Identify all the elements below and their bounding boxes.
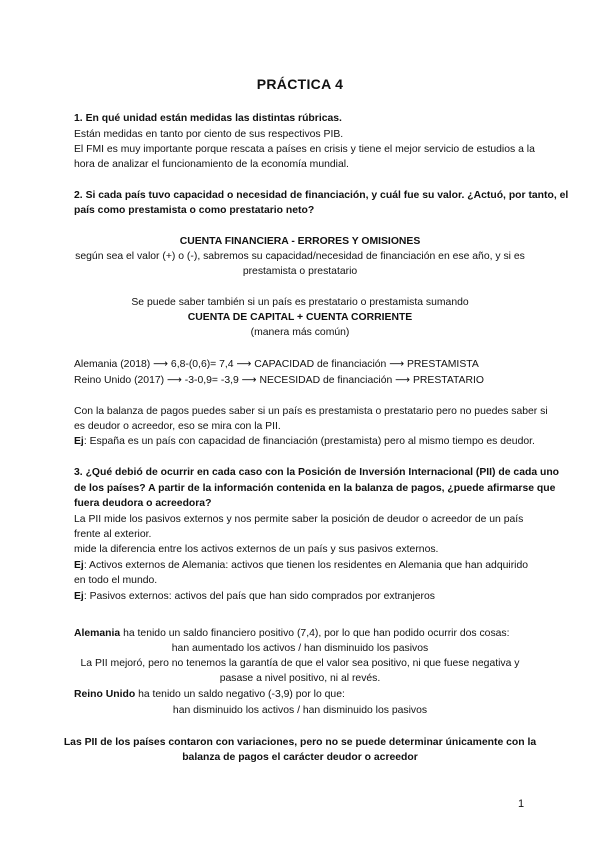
alemania-text: ha tenido un saldo financiero positivo (7,4), por lo que han podido ocurrir dos cosas: xyxy=(120,628,510,639)
centered-line: han aumentado los activos / han disminuido los pasivos xyxy=(171,643,429,654)
question-3-number: 3. xyxy=(74,467,83,478)
example-line xyxy=(74,590,435,603)
answer-1-line: El FMI es muy importante porque rescata a países en crisis y tiene el mejor servicio de estudios a la xyxy=(74,144,535,155)
centered-line: La PII mejoró, pero no tenemos la garantía de que el valor sea positivo, ni que fuese negativa y xyxy=(80,658,520,669)
answer-1-line: Están medidas en tanto por ciento de sus respectivos PIB. xyxy=(74,129,344,140)
heading-cuenta-financiera: CUENTA FINANCIERA - ERRORES Y OMISIONES xyxy=(179,236,421,247)
question-3-line: de los países? A partir de la información contenida en la balanza de pagos, ¿puede afirmarse que xyxy=(74,483,556,494)
example-line-cont: en todo el mundo. xyxy=(74,575,158,586)
question-2-line: país como prestamista o como prestatario neto? xyxy=(74,205,315,216)
paragraph-line: Con la balanza de pagos puedes saber si un país es prestamista o prestatario pero no puedes saber si xyxy=(74,406,548,417)
calc-reino-unido: Reino Unido (2017) ⟶ -3-0,9= -3,9 ⟶ NECESIDAD de financiación ⟶ PRESTATARIO xyxy=(74,375,484,386)
page-title: PRÁCTICA 4 xyxy=(256,76,344,92)
example-line xyxy=(74,435,535,448)
question-2 xyxy=(74,189,568,202)
alemania-label: Alemania xyxy=(74,628,121,639)
paragraph-line: es deudor o acreedor, eso se mira con la PII. xyxy=(74,421,281,432)
answer-1-line: hora de analizar el funcionamiento de la economía mundial. xyxy=(74,159,349,170)
centered-line: según sea el valor (+) o (-), sabremos su capacidad/necesidad de financiación en ese año, y si es xyxy=(75,251,525,262)
answer-3-line: La PII mide los pasivos externos y nos permite saber la posición de deudor o acreedor de un país xyxy=(74,514,524,525)
centered-line: Se puede saber también si un país es prestatario o prestamista sumando xyxy=(131,297,469,308)
question-2-number: 2. xyxy=(74,190,83,201)
question-3-line: fuera deudora o acreedora? xyxy=(74,498,212,509)
centered-line: pasase a nivel positivo, ni al revés. xyxy=(219,673,381,684)
answer-3-line: frente al exterior. xyxy=(74,529,152,540)
reino-unido-line xyxy=(74,688,345,701)
question-3-text: ¿Qué debió de ocurrir en cada caso con la Posición de Inversión Internacional (PII) de cada uno xyxy=(85,467,560,478)
example-label: Ej xyxy=(74,560,84,571)
example-label: Ej xyxy=(74,436,84,447)
example-text: : Activos externos de Alemania: activos que tienen los residentes en Alemania que han adquirido xyxy=(83,560,529,571)
calc-alemania: Alemania (2018) ⟶ 6,8-(0,6)= 7,4 ⟶ CAPACIDAD de financiación ⟶ PRESTAMISTA xyxy=(74,359,479,370)
answer-3-line: mide la diferencia entre los activos externos de un país y sus pasivos externos. xyxy=(74,544,439,555)
question-3 xyxy=(74,466,559,479)
example-line xyxy=(74,559,528,572)
centered-line: (manera más común) xyxy=(250,327,350,338)
conclusion-line: Las PII de los países contaron con variaciones, pero no se puede determinar únicamente con la xyxy=(63,737,537,748)
centered-line: prestamista o prestatario xyxy=(242,266,358,277)
question-1 xyxy=(74,112,342,125)
alemania-line xyxy=(74,627,510,640)
heading-cuenta-capital: CUENTA DE CAPITAL + CUENTA CORRIENTE xyxy=(187,312,413,323)
example-label: Ej xyxy=(74,591,84,602)
question-1-text: En qué unidad están medidas las distintas rúbricas. xyxy=(85,113,342,124)
centered-line: han disminuido los activos / han disminuido los pasivos xyxy=(172,705,428,716)
conclusion-line: balanza de pagos el carácter deudor o acreedor xyxy=(182,752,418,763)
page-number: 1 xyxy=(518,798,525,810)
reino-unido-label: Reino Unido xyxy=(74,689,136,700)
example-text: : España es un país con capacidad de financiación (prestamista) pero al mismo tiempo es deudor. xyxy=(83,436,535,447)
reino-unido-text: ha tenido un saldo negativo (-3,9) por lo que: xyxy=(135,689,345,700)
question-1-number: 1. xyxy=(74,113,83,124)
example-text: : Pasivos externos: activos del país que han sido comprados por extranjeros xyxy=(83,591,435,602)
question-2-text: Si cada país tuvo capacidad o necesidad de financiación, y cuál fue su valor. ¿Actuó, por tanto, el xyxy=(85,190,569,201)
